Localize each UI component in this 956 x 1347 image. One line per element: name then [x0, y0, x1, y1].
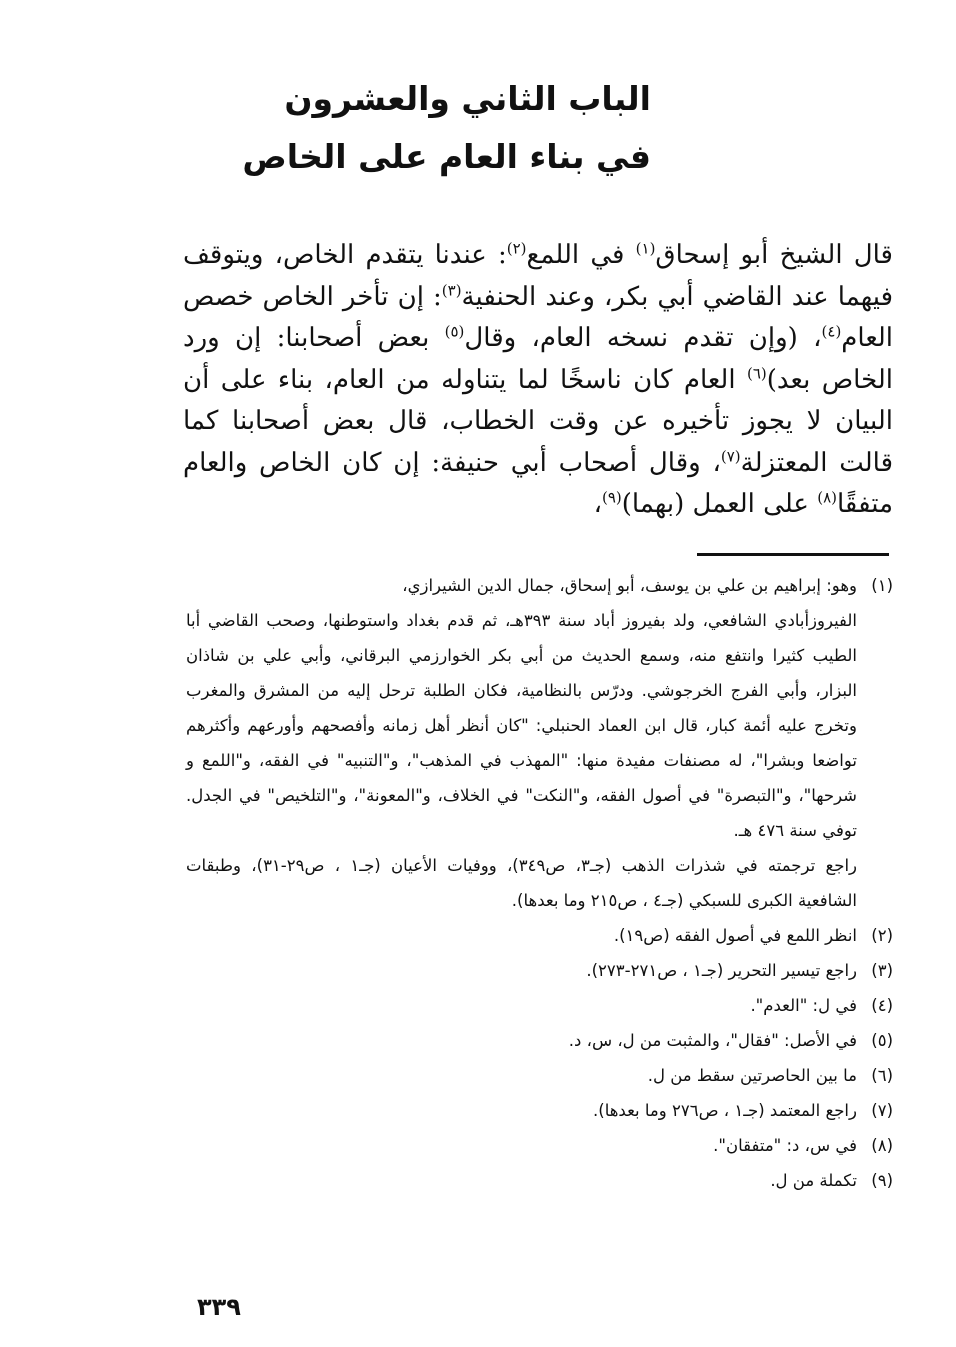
footnote-number: (٨): [871, 1136, 893, 1155]
footnote-text: في س، د: "متفقان".: [713, 1136, 857, 1155]
body-segment: : عندنا يتقدم الخاص، ويتوقف فيهما عند القاضي أبي بكر، وعند الحنفية: [183, 240, 893, 312]
footnote-marker: (٧): [720, 446, 741, 465]
body-segment: في اللمع: [526, 240, 636, 270]
footnote-number: (٢): [871, 926, 893, 945]
footnote-text: راجع المعتمد (جـ١ ، ص٢٧٦ وما بعدها).: [593, 1101, 857, 1120]
footnote-separator: [697, 553, 889, 556]
footnote-text: تكملة من ل.: [770, 1171, 857, 1190]
footnote-text: راجع تيسير التحرير (جـ١ ، ص٢٧١-٢٧٣).: [586, 961, 857, 980]
footnote-item: [186, 1163, 893, 1198]
main-paragraph: [183, 235, 893, 526]
chapter-subtitle: في بناء العام على الخاص: [242, 137, 651, 176]
body-segment: العام كان ناسخًا لما يتناوله من العام، بناء على أن البيان لا يجوز تأخيره عن وقت الخطاب، قال بعض أصحابنا كما قالت المعتزلة: [183, 364, 894, 478]
footnote-item: [186, 568, 893, 918]
footnote-item: [186, 918, 893, 953]
body-segment: بعض أصحابنا: إن ورد الخاص بعد): [183, 323, 893, 395]
footnote-marker: (٤): [821, 322, 842, 341]
footnote-marker: (٢): [506, 239, 527, 258]
footnote-text: في الأصل: "فقال"، والمثبت من ل، س، د.: [568, 1031, 857, 1050]
footnote-item: [186, 1023, 893, 1058]
chapter-heading: [242, 70, 651, 186]
footnote-marker: (٥): [444, 322, 465, 341]
footnote-number: (٤): [871, 996, 893, 1015]
footnote-marker: (٦): [746, 363, 767, 382]
page-number: ٣٣٩: [197, 1293, 241, 1321]
body-segment: ، وقال أصحاب أبي حنيفة: إن كان الخاص والعام متفقًا: [183, 447, 893, 519]
footnote-text: في ل: "العدم".: [750, 996, 857, 1015]
footnote-text: انظر اللمع في أصول الفقه (ص١٩).: [613, 926, 857, 945]
chapter-title: الباب الثاني والعشرون: [284, 79, 651, 118]
footnote-number: (١): [871, 576, 893, 595]
footnote-text: ما بين الحاصرتين سقط من ل.: [647, 1066, 857, 1085]
footnote-item: [186, 1128, 893, 1163]
body-segment: قال الشيخ أبو إسحاق: [655, 240, 893, 270]
footnote-marker: (٩): [601, 488, 622, 507]
footnote-item: [186, 953, 893, 988]
footnote-number: (٦): [871, 1066, 893, 1085]
footnote-text: وهو: إبراهيم بن علي بن يوسف، أبو إسحاق، جمال الدين الشيرازي،: [402, 576, 857, 595]
footnote-marker: (٨): [817, 488, 837, 507]
footnote-text: راجع ترجمته في شذرات الذهب (جـ٣، ص٣٤٩)، ووفيات الأعيان (جـ١ ، ص٢٩-٣١)، وطبقات الشافعية الكبرى للسبكي (جـ٤ ، ص٢١٥ وما بعدها).: [186, 856, 857, 910]
footnote-item: [186, 1058, 893, 1093]
footnote-number: (٣): [871, 961, 893, 980]
footnote-number: (٥): [871, 1031, 893, 1050]
footnote-marker: (١): [635, 239, 656, 258]
footnote-number: (٧): [871, 1101, 893, 1120]
footnote-item: [186, 988, 893, 1023]
footnote-text: الفيروزأبادي الشافعي، ولد بفيروز أباد سنة ٣٩٣هـ، ثم قدم بغداد واستوطنها، وصحب القاضي أبا الطيب كثيرا وانتفع منه، وسمع الحديث من أبي بكر الخوارزمي البرقاني، وأبي علي بن شاذان البزار، وأبي الفرج الخرجوشي. ودرّس بالنظامية، فكان الطلبة ترحل إليه من المشرق والمغرب وتخرج عليه أئمة كبار، قال ابن العماد الحنبلي: "كان أنظر أهل زمانه وأفصحهم وأورعهم وأكثرهم تواضعا وبشرا"، له مصنفات مفيدة منها: "المهذب في المذهب"، و"التنبيه" في الفقه، و"اللمع و شرحها"، و"التبصرة" في أصول الفقه، و"النكت" في الخلاف، و"المعونة"، و"التلخيص" في الجدل. توفي سنة ٤٧٦ هـ.: [186, 611, 858, 840]
footnote-marker: (٣): [441, 280, 462, 299]
footnote-number: (٩): [871, 1171, 893, 1190]
footnote-item: [186, 1093, 893, 1128]
footnotes-section: [186, 568, 893, 1198]
body-segment: على العمل (بهما): [621, 489, 818, 519]
body-segment: ،: [593, 489, 602, 519]
body-segment: ، (وإن تقدم نسخه العام، وقال: [464, 323, 822, 353]
body-segment: : إن تأخر الخاص خصص العام: [183, 281, 894, 353]
